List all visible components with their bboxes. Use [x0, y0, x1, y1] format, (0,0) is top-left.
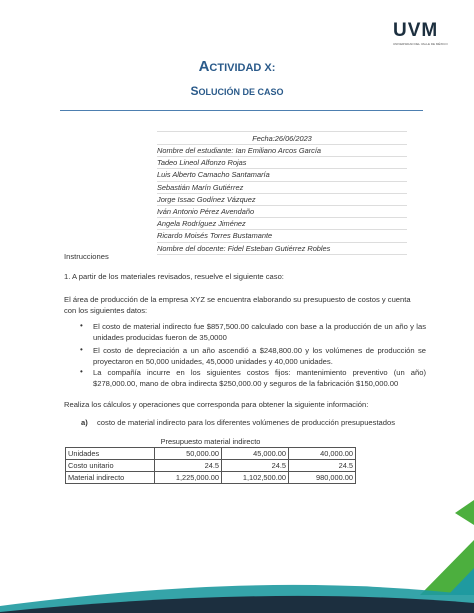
small-green-triangle	[455, 500, 474, 525]
cell: 45,000.00	[222, 448, 289, 460]
cell: 980,000.00	[289, 472, 356, 484]
table-caption: Presupuesto material indirecto	[66, 436, 356, 448]
cell: 1,225,000.00	[155, 472, 222, 484]
subtitle-rest: OLUCIÓN DE CASO	[198, 87, 284, 97]
bullet-dot: •	[80, 321, 83, 330]
bullet-item: El costo de material indirecto fue $857,500.00 calculado con base a la producción de un año y las unidades producidas fueron de 35,0000	[93, 322, 426, 342]
row-label: Unidades	[66, 448, 155, 460]
cell: 50,000.00	[155, 448, 222, 460]
bullet-item: La compañía incurre en los siguientes costos fijos: mantenimiento preventivo (un año) $278,000.00, mano de obra indirecta $250,000.00 y seguros de la fabricación $150,000.00	[93, 368, 426, 388]
title-first-letter: A	[198, 58, 210, 75]
student-name: Jorge Issac Godínez Vázquez	[157, 193, 407, 205]
student-name: Angela Rodríguez Jiménez	[157, 217, 407, 229]
students-label: Nombre del estudiante: Ian Emiliano Arcos García	[157, 144, 407, 156]
cell: 40,000.00	[289, 448, 356, 460]
row-label: Material indirecto	[66, 472, 155, 484]
cell: 24.5	[289, 460, 356, 472]
calc-instruction: Realiza los cálculos y operaciones que corresponda para obtener la siguiente información:	[64, 400, 369, 409]
instructions-heading: Instrucciones	[64, 252, 109, 261]
subtitle-first-letter: S	[190, 84, 199, 98]
corner-triangles	[420, 500, 474, 595]
student-name: Sebastián Marín Gutiérrez	[157, 181, 407, 193]
student-name: Ricardo Moisés Torres Bustamante	[157, 229, 407, 241]
cell: 24.5	[155, 460, 222, 472]
bullet-dot: •	[80, 367, 83, 376]
logo-subtext: UNIVERSIDAD DEL VALLE DE MÉXICO	[393, 42, 448, 46]
bullet-item: El costo de depreciación a un año ascendió a $248,800.00 y los volúmenes de producción se proyectaron en 50,000 unidades, 45,0000 unidades y 40,000 unidades.	[93, 346, 426, 366]
date-line: Fecha:26/06/2023	[157, 131, 407, 144]
student-name: Tadeo Lineol Alfonzo Rojas	[157, 156, 407, 168]
case-intro: El área de producción de la empresa XYZ se encuentra elaborando su presupuesto de costos y cuenta con los siguientes datos:	[64, 295, 411, 315]
cell: 24.5	[222, 460, 289, 472]
bullet-dot: •	[80, 345, 83, 354]
item-a-label: a)	[81, 418, 88, 427]
logo-text: UVM	[393, 20, 439, 41]
item-a-text: costo de material indirecto para los diferentes volúmenes de producción presupuestados	[97, 418, 396, 427]
teacher-name: Nombre del docente: Fidel Esteban Gutiérrez Robles	[157, 242, 407, 255]
title-rest: CTIVIDAD X:	[209, 62, 276, 74]
student-name: Luis Alberto Camacho Santamaría	[157, 168, 407, 180]
row-label: Costo unitario	[66, 460, 155, 472]
cell: 1,102,500.00	[222, 472, 289, 484]
student-name: Iván Antonio Pérez Avendaño	[157, 205, 407, 217]
instruction-item-1: 1. A partir de los materiales revisados, resuelve el siguiente caso:	[64, 272, 284, 281]
